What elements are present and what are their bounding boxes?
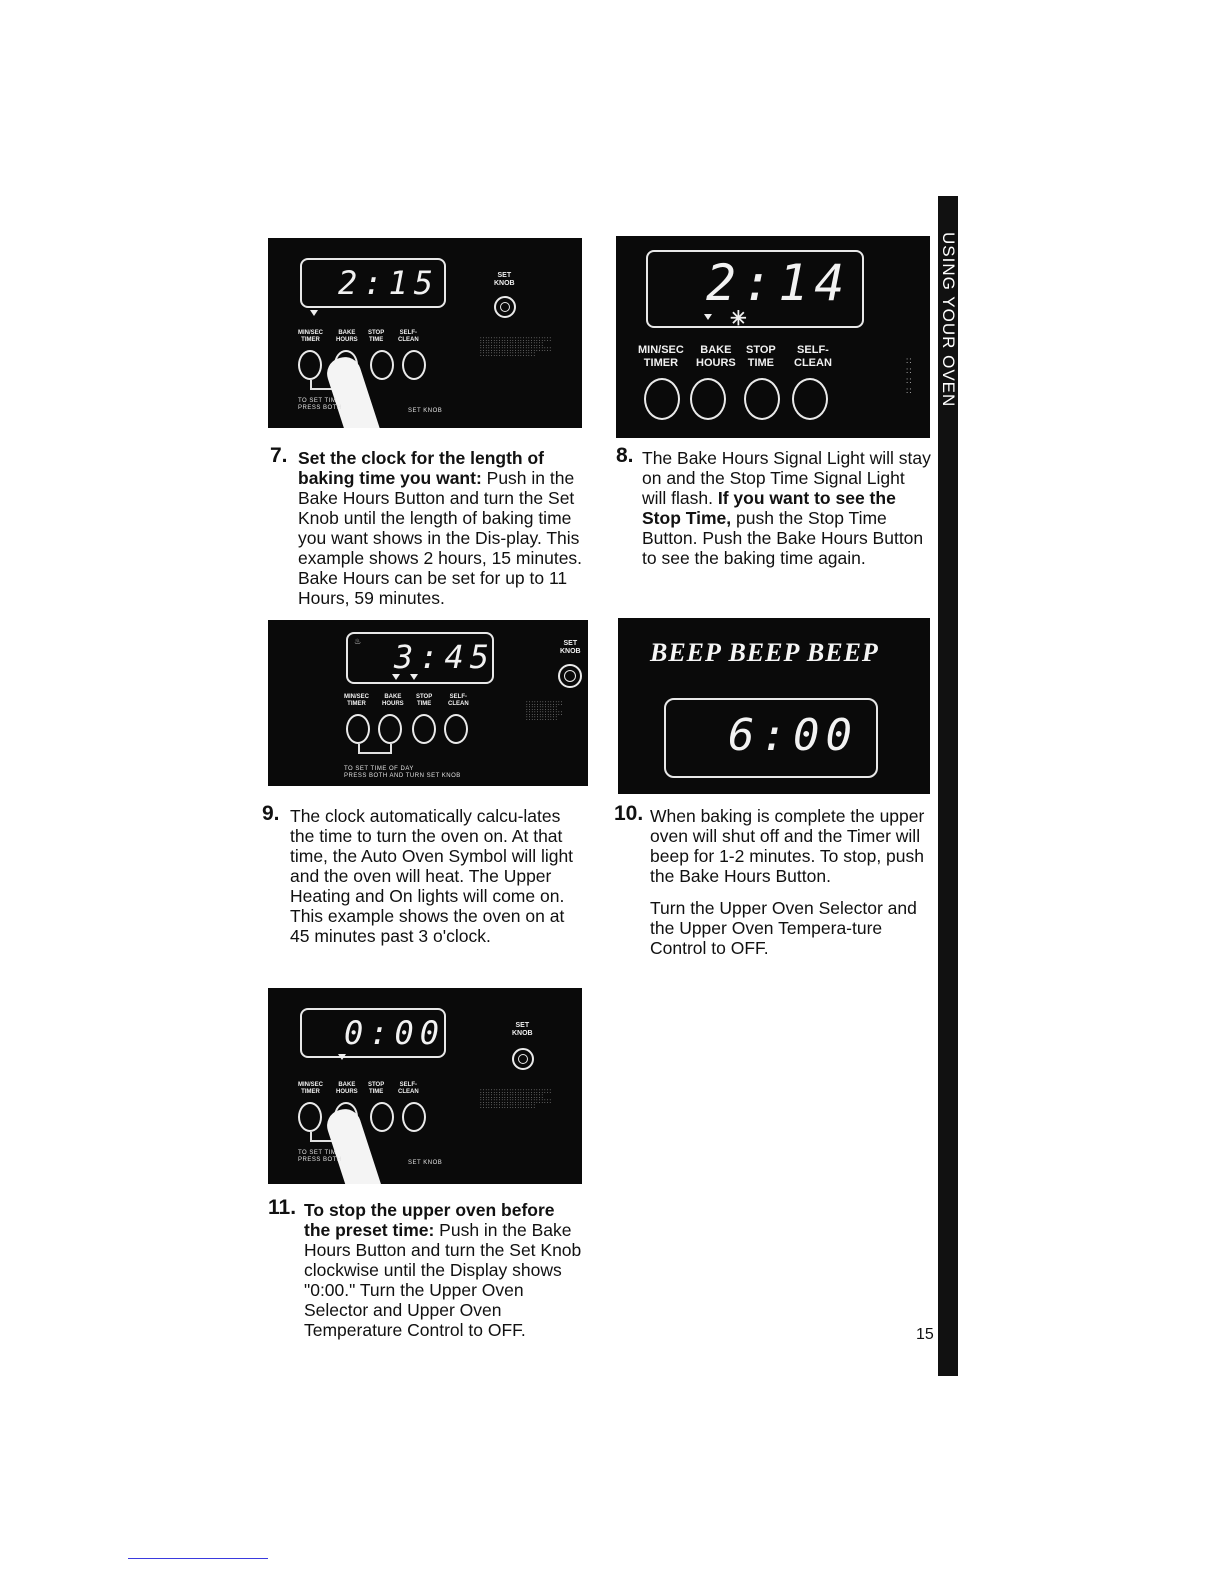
control-panel-step-10 xyxy=(618,618,930,794)
button-label-stop-time: STOP TIME xyxy=(368,1082,385,1095)
step-9-text: The clock automatically calcu-lates the time to turn the oven on. At that time, the Auto Oven Symbol will light and the oven will heat. The Upper Heating and On lights will come on. This example shows the oven on at 45 minutes past 3 o'clock. xyxy=(290,806,574,946)
button-label-bake-hours: BAKE HOURS xyxy=(696,344,736,369)
button-label-self-clean: SELF- CLEAN xyxy=(398,330,419,343)
step-11-number: 11. xyxy=(268,1196,297,1219)
step-10-text: When baking is complete the upper oven will shut off and the Timer will beep for 1-2 minutes. To stop, push the Bake Hours Button. Turn the Upper Oven Selector and the Upper Oven Tempera-ture Control to OFF. xyxy=(650,806,925,958)
set-knob-note: SET KNOB xyxy=(408,1160,443,1166)
step-11-text: To stop the upper oven before the preset time: Push in the Bake Hours Button and turn the Set Knob clockwise until the Display shows "0:00." Turn the Upper Oven Selector and Upper Oven Temperature Control to OFF. xyxy=(304,1200,582,1340)
button-label-timer: MIN/SEC TIMER xyxy=(298,1082,324,1095)
button-bracket xyxy=(358,744,392,754)
stop-time-button[interactable] xyxy=(412,714,436,744)
control-panel-step-7 xyxy=(268,238,582,428)
stop-time-button[interactable] xyxy=(744,378,780,420)
press-both-note: TO SET TIM PRESS BOTH xyxy=(298,1150,342,1163)
display-time: 6:00 xyxy=(728,710,858,761)
button-label-self-clean: SELF- CLEAN xyxy=(398,1082,419,1095)
indicator-arrow xyxy=(392,674,400,680)
button-label-stop-time: STOP TIME xyxy=(368,330,385,343)
stop-time-button[interactable] xyxy=(370,1102,394,1132)
time-of-day-note: TO SET TIME OF DAY PRESS BOTH AND TURN SET KNOB xyxy=(344,766,461,779)
display-time: 0:00 xyxy=(344,1014,446,1052)
step-10-number: 10. xyxy=(614,802,644,825)
auto-oven-symbol: ♨ xyxy=(354,637,362,646)
set-knob[interactable] xyxy=(494,296,516,318)
instruction-text-stripes: :::::::::::::: :::::::::::: :::::::::::::: :::::::::::: xyxy=(526,701,564,722)
instruction-text-stripes: ::::::::::::::::::::::::::: :::::::::::::::::::::::: ::::::::::::::::::::::::::: ::::::::::::::::::::: xyxy=(480,1089,553,1110)
set-knob[interactable] xyxy=(512,1048,534,1070)
button-label-stop-time: STOP TIME xyxy=(416,694,433,707)
stop-time-button[interactable] xyxy=(370,350,394,380)
self-clean-button[interactable] xyxy=(402,350,426,380)
press-both-note: TO SET TIM PRESS BOTH xyxy=(298,398,342,411)
footer-rule xyxy=(128,1558,268,1559)
min-sec-timer-button[interactable] xyxy=(298,350,322,380)
indicator-arrow xyxy=(704,314,712,320)
indicator-arrow-2 xyxy=(410,674,418,680)
display-time: 3:45 xyxy=(394,638,496,676)
bake-hours-button[interactable] xyxy=(690,378,726,420)
page-number: 15 xyxy=(916,1326,934,1343)
self-clean-button[interactable] xyxy=(402,1102,426,1132)
indicator-arrow xyxy=(310,310,318,316)
side-tab-label: USING YOUR OVEN xyxy=(939,232,958,408)
button-label-bake-hours: BAKE HOURS xyxy=(382,694,404,707)
button-label-timer: MIN/SEC TIMER xyxy=(344,694,370,707)
beep-text: BEEP BEEP BEEP xyxy=(650,638,879,667)
set-knob-label: SET KNOB xyxy=(560,640,581,655)
button-label-stop-time: STOP TIME xyxy=(746,344,776,369)
self-clean-button[interactable] xyxy=(792,378,828,420)
step-7-text: Set the clock for the length of baking time you want: Push in the Bake Hours Button and turn the Set Knob until the length of baking time you want shows in the Dis-play. This example shows 2 hours, 15 minutes. Bake Hours can be set for up to 11 Hours, 59 minutes. xyxy=(298,448,583,608)
set-knob-note: SET KNOB xyxy=(408,408,443,414)
set-knob-label: SET KNOB xyxy=(512,1022,533,1037)
control-panel-step-9 xyxy=(268,620,588,786)
step-7-number: 7. xyxy=(270,444,288,467)
button-label-bake-hours: BAKE HOURS xyxy=(336,330,358,343)
display-time: 2:14 xyxy=(706,254,851,312)
instruction-text-stripes: ::::::::::::::::::::::::::: :::::::::::::::::::::::: ::::::::::::::::::::::::::: ::::::::::::::::::::: xyxy=(480,337,553,358)
set-knob[interactable] xyxy=(558,664,582,688)
instruction-text-stripes: :: :: :: :: xyxy=(906,356,913,395)
min-sec-timer-button[interactable] xyxy=(644,378,680,420)
control-panel-step-11 xyxy=(268,988,582,1184)
display-time: 2:15 xyxy=(338,264,440,302)
min-sec-timer-button[interactable] xyxy=(346,714,370,744)
button-label-self-clean: SELF- CLEAN xyxy=(794,344,832,369)
bake-hours-button[interactable] xyxy=(378,714,402,744)
button-label-self-clean: SELF- CLEAN xyxy=(448,694,469,707)
button-label-bake-hours: BAKE HOURS xyxy=(336,1082,358,1095)
step-8-number: 8. xyxy=(616,444,634,467)
button-label-timer: MIN/SEC TIMER xyxy=(298,330,324,343)
button-label-timer: MIN/SEC TIMER xyxy=(638,344,684,369)
self-clean-button[interactable] xyxy=(444,714,468,744)
set-knob-label: SET KNOB xyxy=(494,272,515,287)
min-sec-timer-button[interactable] xyxy=(298,1102,322,1132)
indicator-arrow xyxy=(338,1054,346,1060)
control-panel-step-8 xyxy=(616,236,930,438)
step-8-text: The Bake Hours Signal Light will stay on and the Stop Time Signal Light will flash. If you want to see the Stop Time, push the Stop Time Button. Push the Bake Hours Button to see the baking time again. xyxy=(642,448,931,568)
stop-time-flash-icon: ✳ xyxy=(730,308,747,330)
step-9-number: 9. xyxy=(262,802,280,825)
